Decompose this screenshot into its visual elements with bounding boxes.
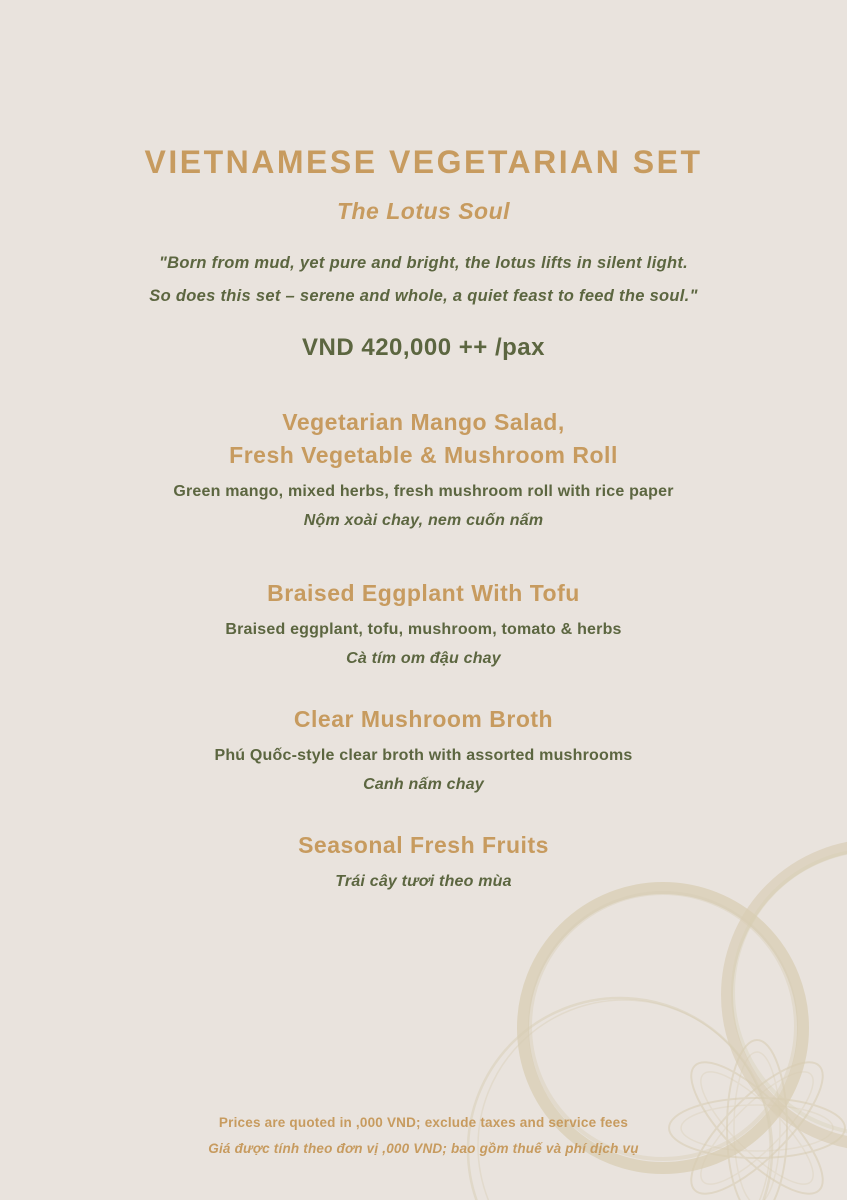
quote-line-2: So does this set – serene and whole, a quiet feast to feed the soul." [149,287,698,305]
menu-quote [0,247,847,313]
pricing-note-english: Prices are quoted in ,000 VND; exclude taxes and service fees [218,1115,629,1130]
course-name: Clear Mushroom Broth [293,706,554,732]
course-mushroom-broth [0,703,847,794]
course-braised-eggplant [0,577,847,668]
course-fresh-fruits [0,829,847,891]
course-mango-salad [0,406,847,530]
course-name: Seasonal Fresh Fruits [298,832,549,858]
pricing-note-vietnamese: Giá được tính theo đơn vị ,000 VND; bao gồm thuế và phí dịch vụ [208,1141,639,1156]
course-name-vietnamese: Nộm xoài chay, nem cuốn nấm [303,512,544,529]
course-description: Phú Quốc-style clear broth with assorted mushrooms [214,747,633,764]
pricing-notes [0,1110,847,1162]
menu-title: VIETNAMESE VEGETARIAN SET [144,144,703,180]
course-name-vietnamese: Trái cây tươi theo mùa [335,873,512,890]
course-name-vietnamese: Cà tím om đậu chay [346,650,501,667]
course-name-line-1: Vegetarian Mango Salad, [282,409,565,435]
course-name [0,406,847,472]
course-description: Braised eggplant, tofu, mushroom, tomato & herbs [225,621,622,638]
course-description: Green mango, mixed herbs, fresh mushroom roll with rice paper [173,483,674,500]
course-name: Braised Eggplant With Tofu [267,580,580,606]
set-price: VND 420,000 ++ /pax [302,334,545,361]
menu-subtitle: The Lotus Soul [336,198,511,224]
course-name-line-2: Fresh Vegetable & Mushroom Roll [229,442,618,468]
quote-line-1: "Born from mud, yet pure and bright, the lotus lifts in silent light. [158,254,689,272]
course-name-vietnamese: Canh nấm chay [363,776,484,793]
